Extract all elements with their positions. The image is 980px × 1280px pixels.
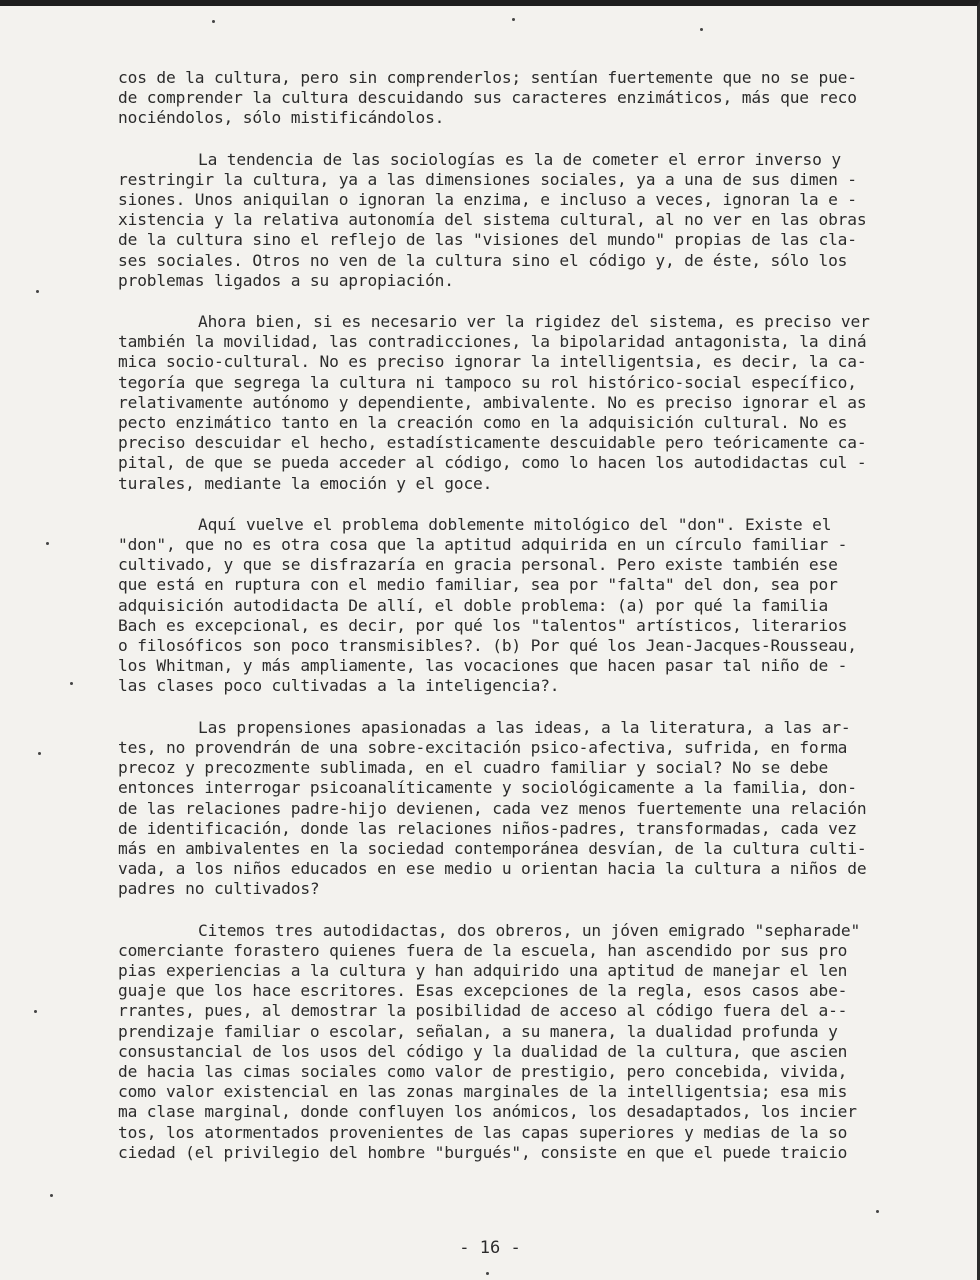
text-line: ses sociales. Otros no ven de la cultura sino el código y, de éste, sólo los (118, 250, 848, 270)
text-line: de comprender la cultura descuidando sus caracteres enzimáticos, más que reco (118, 88, 857, 108)
text-line: pias experiencias a la cultura y han adquirido una aptitud de manejar el len (118, 960, 848, 980)
scan-speck (46, 542, 49, 545)
text-line: pecto enzimático tanto en la creación como en la adquisición cultural. No es (118, 413, 848, 433)
paragraph-1 (118, 68, 908, 129)
text-line: Las propensiones apasionadas a las ideas, a la literatura, a las ar- (198, 717, 851, 737)
text-line: vada, a los niños educados en ese medio u orientan hacia la cultura a niños de (118, 859, 867, 879)
scan-speck (70, 682, 73, 685)
scan-speck (34, 1010, 37, 1013)
paragraph-6 (118, 921, 908, 1163)
scan-speck (486, 1272, 489, 1275)
text-line: turales, mediante la emoción y el goce. (118, 473, 493, 493)
text-line: rrantes, pues, al demostrar la posibilidad de acceso al código fuera del a-- (118, 1001, 848, 1021)
text-line: que está en ruptura con el medio familiar, sea por "falta" del don, sea por (118, 575, 838, 595)
text-line: las clases poco cultivadas a la inteligencia?. (118, 676, 560, 696)
text-line: restringir la cultura, ya a las dimensiones sociales, ya a una de sus dimen - (118, 169, 857, 189)
text-line: relativamente autónomo y dependiente, ambivalente. No es preciso ignorar el as (118, 392, 867, 412)
text-line: comerciante forastero quienes fuera de la escuela, han ascendido por sus pro (118, 940, 848, 960)
text-line: ma clase marginal, donde confluyen los anómicos, los desadaptados, los incier (118, 1102, 857, 1122)
text-line: Aquí vuelve el problema doblemente mitológico del "don". Existe el (198, 514, 832, 534)
text-line: La tendencia de las sociologías es la de cometer el error inverso y (198, 149, 841, 169)
text-line: de la cultura sino el reflejo de las "visiones del mundo" propias de las cla- (118, 230, 857, 250)
text-line: consustancial de los usos del código y la dualidad de la cultura, que ascien (118, 1041, 848, 1061)
text-line: también la movilidad, las contradicciones, la bipolaridad antagonista, la diná (118, 332, 867, 352)
text-line: o filosóficos son poco transmisibles?. (b) Por qué los Jean-Jacques-Rousseau, (118, 636, 857, 656)
text-line: tos, los atormentados provenientes de las capas superiores y medias de la so (118, 1122, 848, 1142)
scan-speck (700, 28, 703, 31)
text-line: como valor existencial en las zonas marginales de la intelligentsia; esa mis (118, 1082, 848, 1102)
text-line: guaje que los hace escritores. Esas excepciones de la regla, esos casos abe- (118, 981, 848, 1001)
scan-speck (38, 752, 41, 755)
paragraph-5 (118, 718, 908, 900)
text-line: tes, no provendrán de una sobre-excitación psico-afectiva, sufrida, en forma (118, 737, 848, 757)
text-line: mica socio-cultural. No es preciso ignorar la intelligentsia, es decir, la ca- (118, 352, 867, 372)
text-line: adquisición autodidacta De allí, el doble problema: (a) por qué la familia (118, 595, 829, 615)
text-line: ciedad (el privilegio del hombre "burgués", consiste en que el puede traicio (118, 1142, 848, 1162)
paragraph-3 (118, 312, 908, 494)
scan-speck (36, 290, 39, 293)
text-line: padres no cultivados? (118, 879, 320, 899)
text-line: de hacia las cimas sociales como valor de prestigio, pero concebida, vivida, (118, 1061, 848, 1081)
text-line: cos de la cultura, pero sin comprenderlos; sentían fuertemente que no se pue- (118, 68, 857, 87)
text-line: entonces interrogar psicoanalíticamente y sociológicamente a la familia, don- (118, 778, 857, 798)
scan-speck (50, 1194, 53, 1197)
scan-speck (512, 18, 515, 21)
text-line: Ahora bien, si es necesario ver la rigidez del sistema, es preciso ver (198, 312, 870, 332)
scan-speck (876, 1210, 879, 1213)
text-line: problemas ligados a su apropiación. (118, 270, 454, 290)
text-line: más en ambivalentes en la sociedad contemporánea desvían, de la cultura culti- (118, 838, 867, 858)
text-line: xistencia y la relativa autonomía del sistema cultural, al no ver en las obras (118, 210, 867, 230)
text-line: de las relaciones padre-hijo devienen, cada vez menos fuertemente una relación (118, 798, 867, 818)
text-line: siones. Unos aniquilan o ignoran la enzima, e incluso a veces, ignoran la e - (118, 190, 857, 210)
text-line: tegoría que segrega la cultura ni tampoco su rol histórico-social específico, (118, 372, 857, 392)
text-line: precoz y precozmente sublimada, en el cuadro familiar y social? No se debe (118, 758, 829, 778)
scan-speck (212, 20, 215, 23)
page-number: - 16 - (459, 1238, 521, 1258)
text-line: preciso descuidar el hecho, estadísticamente descuidable pero teóricamente ca- (118, 433, 867, 453)
text-line: Bach es excepcional, es decir, por qué los "talentos" artísticos, literarios (118, 615, 848, 635)
text-line: Citemos tres autodidactas, dos obreros, un jóven emigrado "sepharade" (198, 920, 861, 940)
paragraph-2 (118, 150, 908, 291)
text-line: nociéndolos, sólo mistificándolos. (118, 108, 445, 128)
text-line: pital, de que se pueda acceder al código, como lo hacen los autodidactas cul - (118, 453, 867, 473)
text-line: prendizaje familiar o escolar, señalan, a su manera, la dualidad profunda y (118, 1021, 838, 1041)
text-line: "don", que no es otra cosa que la aptitud adquirida en un círculo familiar - (118, 535, 848, 555)
body-text (118, 68, 908, 1184)
text-line: los Whitman, y más ampliamente, las vocaciones que hacen pasar tal niño de - (118, 656, 848, 676)
text-line: de identificación, donde las relaciones niños-padres, transformadas, cada vez (118, 818, 857, 838)
paragraph-4 (118, 515, 908, 697)
text-line: cultivado, y que se disfrazaría en gracia personal. Pero existe también ese (118, 555, 838, 575)
